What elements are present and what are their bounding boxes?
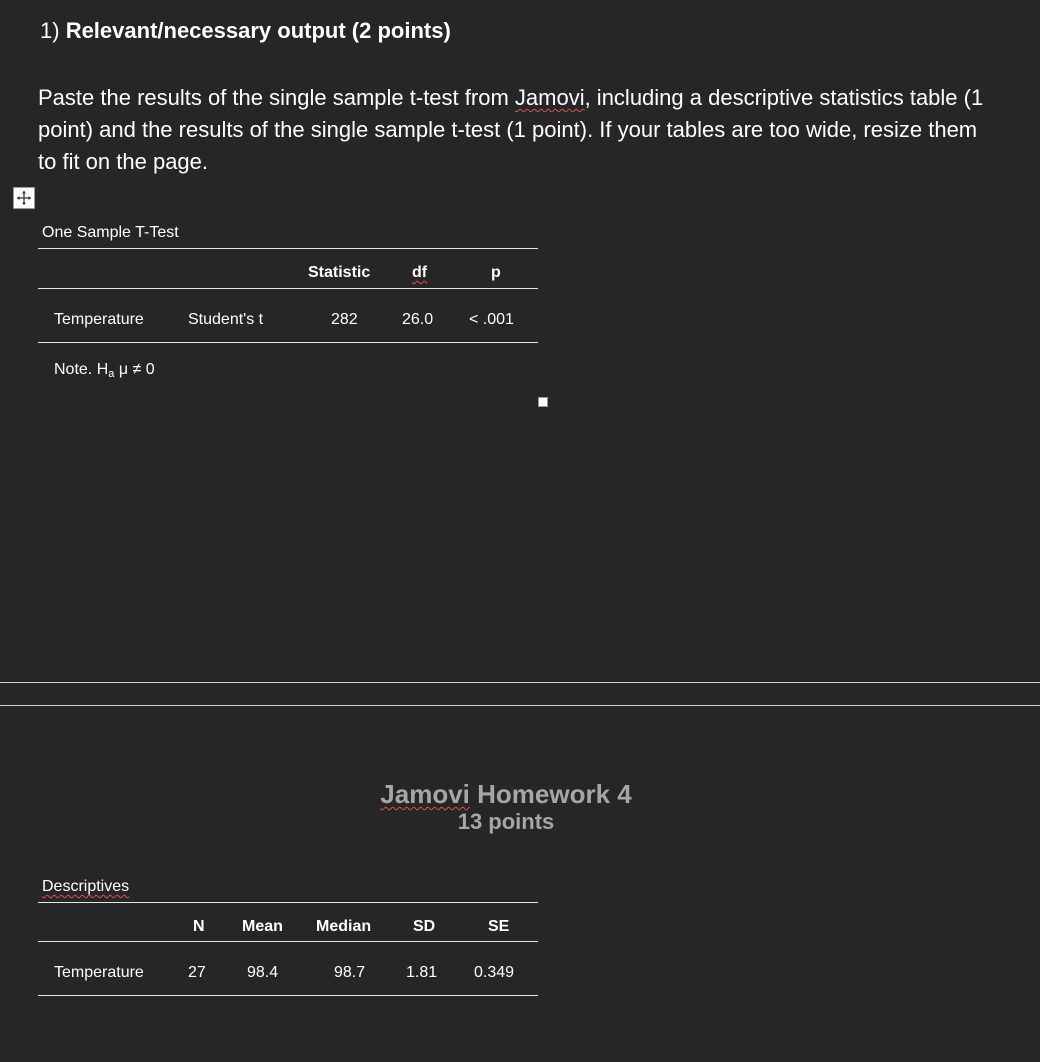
- ttest-row-test: Student's t: [188, 311, 264, 328]
- ttest-header-df: df: [412, 264, 428, 281]
- question-number: 1): [40, 18, 60, 43]
- ttest-row-variable: Temperature: [54, 311, 144, 328]
- ttest-header-rule: [38, 288, 538, 289]
- descriptives-row-mean: 98.4: [247, 964, 279, 981]
- descriptives-title: Descriptives: [42, 878, 130, 895]
- descriptives-header-se: SE: [488, 918, 510, 935]
- ttest-bottom-rule: [38, 342, 538, 343]
- page-break-bottom: [0, 705, 1040, 706]
- descriptives-header-mean: Mean: [242, 918, 283, 935]
- ttest-note: [54, 361, 155, 380]
- page-break-top: [0, 682, 1040, 683]
- ttest-header-p: p: [491, 264, 501, 281]
- ttest-row-p: < .001: [469, 311, 514, 328]
- descriptives-top-rule: [38, 902, 538, 903]
- question-heading: [40, 18, 451, 44]
- descriptives-row-sd: 1.81: [406, 964, 438, 981]
- homework-title-jamovi: Jamovi: [380, 779, 470, 809]
- ttest-note-sub: a: [108, 368, 115, 380]
- descriptives-row-se: 0.349: [474, 964, 515, 981]
- resize-handle-icon[interactable]: [538, 397, 548, 407]
- descriptives-header-median: Median: [316, 918, 372, 935]
- homework-title-rest: Homework 4: [469, 779, 632, 809]
- descriptives-row-variable: Temperature: [54, 964, 144, 981]
- instructions-jamovi-word: Jamovi: [514, 85, 585, 110]
- descriptives-header-n: N: [193, 918, 205, 935]
- ttest-row-statistic: 282: [331, 311, 358, 328]
- descriptives-row-median: 98.7: [334, 964, 366, 981]
- ttest-row-df: 26.0: [402, 311, 434, 328]
- homework-points: 13 points: [457, 809, 555, 834]
- descriptives-bottom-rule: [38, 995, 538, 996]
- descriptives-header-sd: SD: [413, 918, 436, 935]
- homework-title: [306, 779, 706, 810]
- instructions-paragraph: [38, 82, 998, 178]
- instructions-text-2: , including a descriptive statistics table (1 point) and the results of the single sample t-test (1 point). If your tables are too wide, resize them to fit on the page.: [38, 85, 984, 174]
- ttest-top-rule: [38, 248, 538, 249]
- ttest-title: One Sample T-Test: [42, 224, 179, 241]
- descriptives-header-rule: [38, 941, 538, 942]
- ttest-note-prefix: Note. H: [54, 361, 109, 378]
- ttest-header-statistic: Statistic: [308, 264, 371, 281]
- question-title: Relevant/necessary output (2 points): [65, 18, 451, 43]
- ttest-note-suffix: μ ≠ 0: [114, 361, 155, 378]
- descriptives-row-n: 27: [188, 964, 206, 981]
- instructions-text-1: Paste the results of the single sample t-test from: [38, 85, 515, 110]
- move-arrows-icon[interactable]: [13, 187, 35, 209]
